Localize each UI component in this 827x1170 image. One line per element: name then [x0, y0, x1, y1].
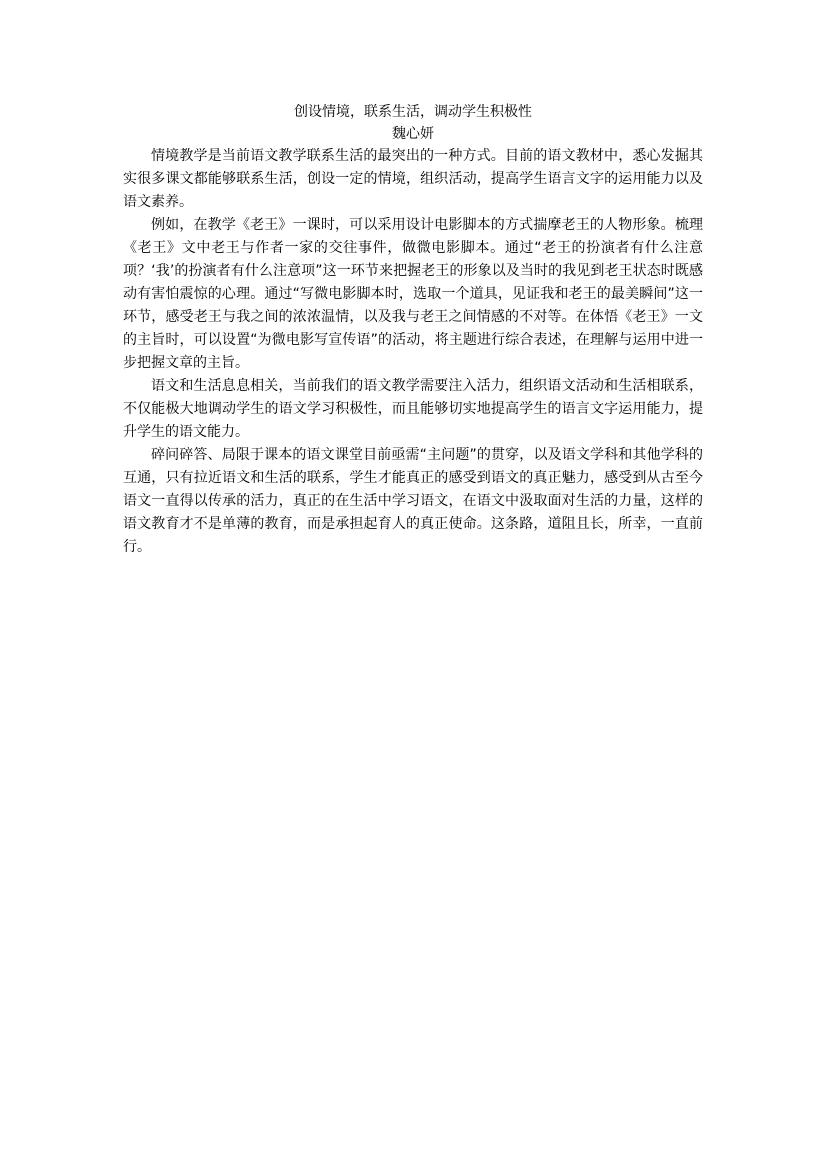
document-author: 魏心妍 [392, 126, 434, 142]
paragraph-1: 情境教学是当前语文教学联系生活的最突出的一种方式。目前的语文教材中，悉心发掘其实很多课文都能够联系生活，创设一定的情境，组织活动，提高学生语言文字的运用能力以及语文素养。 [123, 148, 703, 210]
paragraph-2: 例如，在教学《老王》一课时，可以采用设计电影脚本的方式揣摩老王的人物形象。梳理《老王》文中老王与作者一家的交往事件，做微电影脚本。通过“老王的扮演者有什么注意项？‘我’的扮演者有什么注意项”这一环节来把握老王的形象以及当时的我见到老王状态时既感动有害怕震惊的心理。通过“写微电影脚本时，选取一个道具，见证我和老王的最美瞬间”这一环节，感受老王与我之间的浓浓温情，以及我与老王之间情感的不对等。在体悟《老王》一文的主旨时，可以设置“为微电影写宣传语”的活动，将主题进行综合表述，在理解与运用中进一步把握文章的主旨。 [123, 217, 703, 371]
document-title: 创设情境，联系生活，调动学生积极性 [294, 104, 532, 120]
paragraph-4: 碎问碎答、局限于课本的语文课堂目前亟需“主问题”的贯穿，以及语文学科和其他学科的互通，只有拉近语文和生活的联系，学生才能真正的感受到语文的真正魅力，感受到从古至今语文一直得以传承的活力，真正的在生活中学习语文，在语文中汲取面对生活的力量，这样的语文教育才不是单薄的教育，而是承担起育人的真正使命。这条路，道阻且长，所幸，一直前行。 [123, 447, 703, 555]
paragraph-3: 语文和生活息息相关，当前我们的语文教学需要注入活力，组织语文活动和生活相联系，不仅能极大地调动学生的语文学习积极性，而且能够切实地提高学生的语言文字运用能力，提升学生的语文能力。 [123, 378, 703, 440]
document-page [123, 101, 703, 559]
